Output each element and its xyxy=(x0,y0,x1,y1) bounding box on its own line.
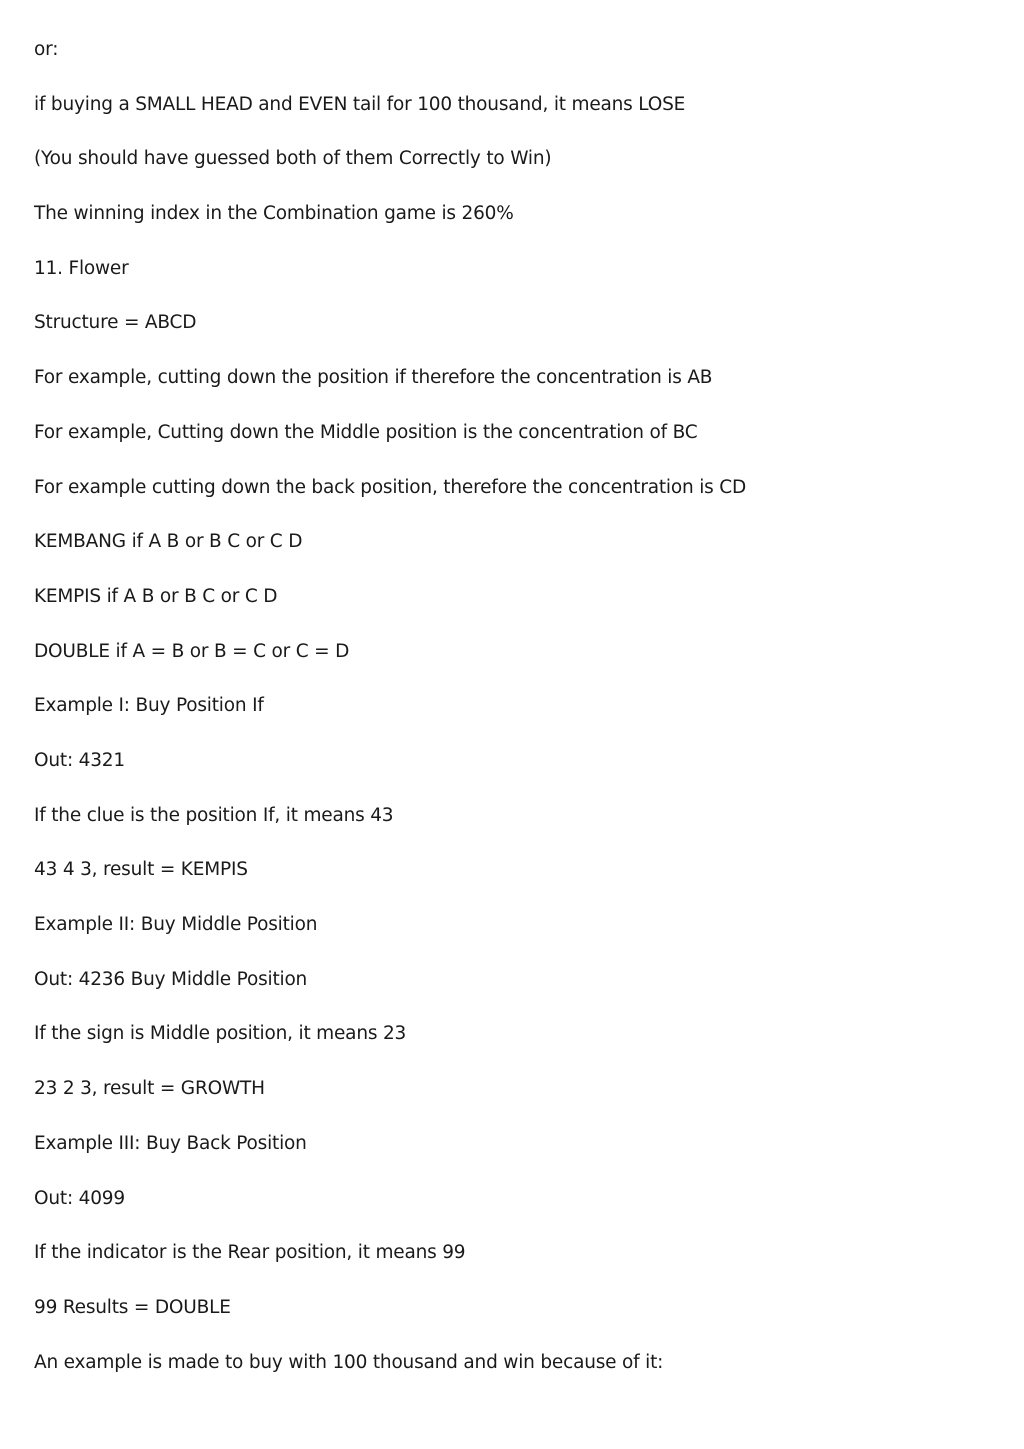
text-line: Out: 4099 xyxy=(34,1188,125,1209)
text-line: KEMPIS if A B or B C or C D xyxy=(34,586,278,607)
text-line: 23 2 3, result = GROWTH xyxy=(34,1078,265,1099)
text-line: For example, Cutting down the Middle position is the concentration of BC xyxy=(34,422,698,443)
text-line: Example III: Buy Back Position xyxy=(34,1133,307,1154)
text-line: The winning index in the Combination game is 260% xyxy=(34,203,514,224)
text-line: If the clue is the position If, it means 43 xyxy=(34,805,394,826)
text-line: KEMBANG if A B or B C or C D xyxy=(34,531,303,552)
text-line: if buying a SMALL HEAD and EVEN tail for 100 thousand, it means LOSE xyxy=(34,94,686,115)
section-heading: 11. Flower xyxy=(34,258,129,279)
text-line: 43 4 3, result = KEMPIS xyxy=(34,859,248,880)
text-line: If the indicator is the Rear position, it means 99 xyxy=(34,1242,466,1263)
text-line: Structure = ABCD xyxy=(34,312,197,333)
text-line: Out: 4321 xyxy=(34,750,125,771)
text-line: For example cutting down the back position, therefore the concentration is CD xyxy=(34,477,747,498)
text-line: Example I: Buy Position If xyxy=(34,695,264,716)
text-line: (You should have guessed both of them Correctly to Win) xyxy=(34,148,552,169)
text-line: Out: 4236 Buy Middle Position xyxy=(34,969,308,990)
text-line: or: xyxy=(34,39,59,60)
text-line: DOUBLE if A = B or B = C or C = D xyxy=(34,641,350,662)
text-line: An example is made to buy with 100 thousand and win because of it: xyxy=(34,1352,664,1373)
text-line: If the sign is Middle position, it means 23 xyxy=(34,1023,407,1044)
text-line: 99 Results = DOUBLE xyxy=(34,1297,231,1318)
text-line: For example, cutting down the position if therefore the concentration is AB xyxy=(34,367,713,388)
text-line: Example II: Buy Middle Position xyxy=(34,914,318,935)
